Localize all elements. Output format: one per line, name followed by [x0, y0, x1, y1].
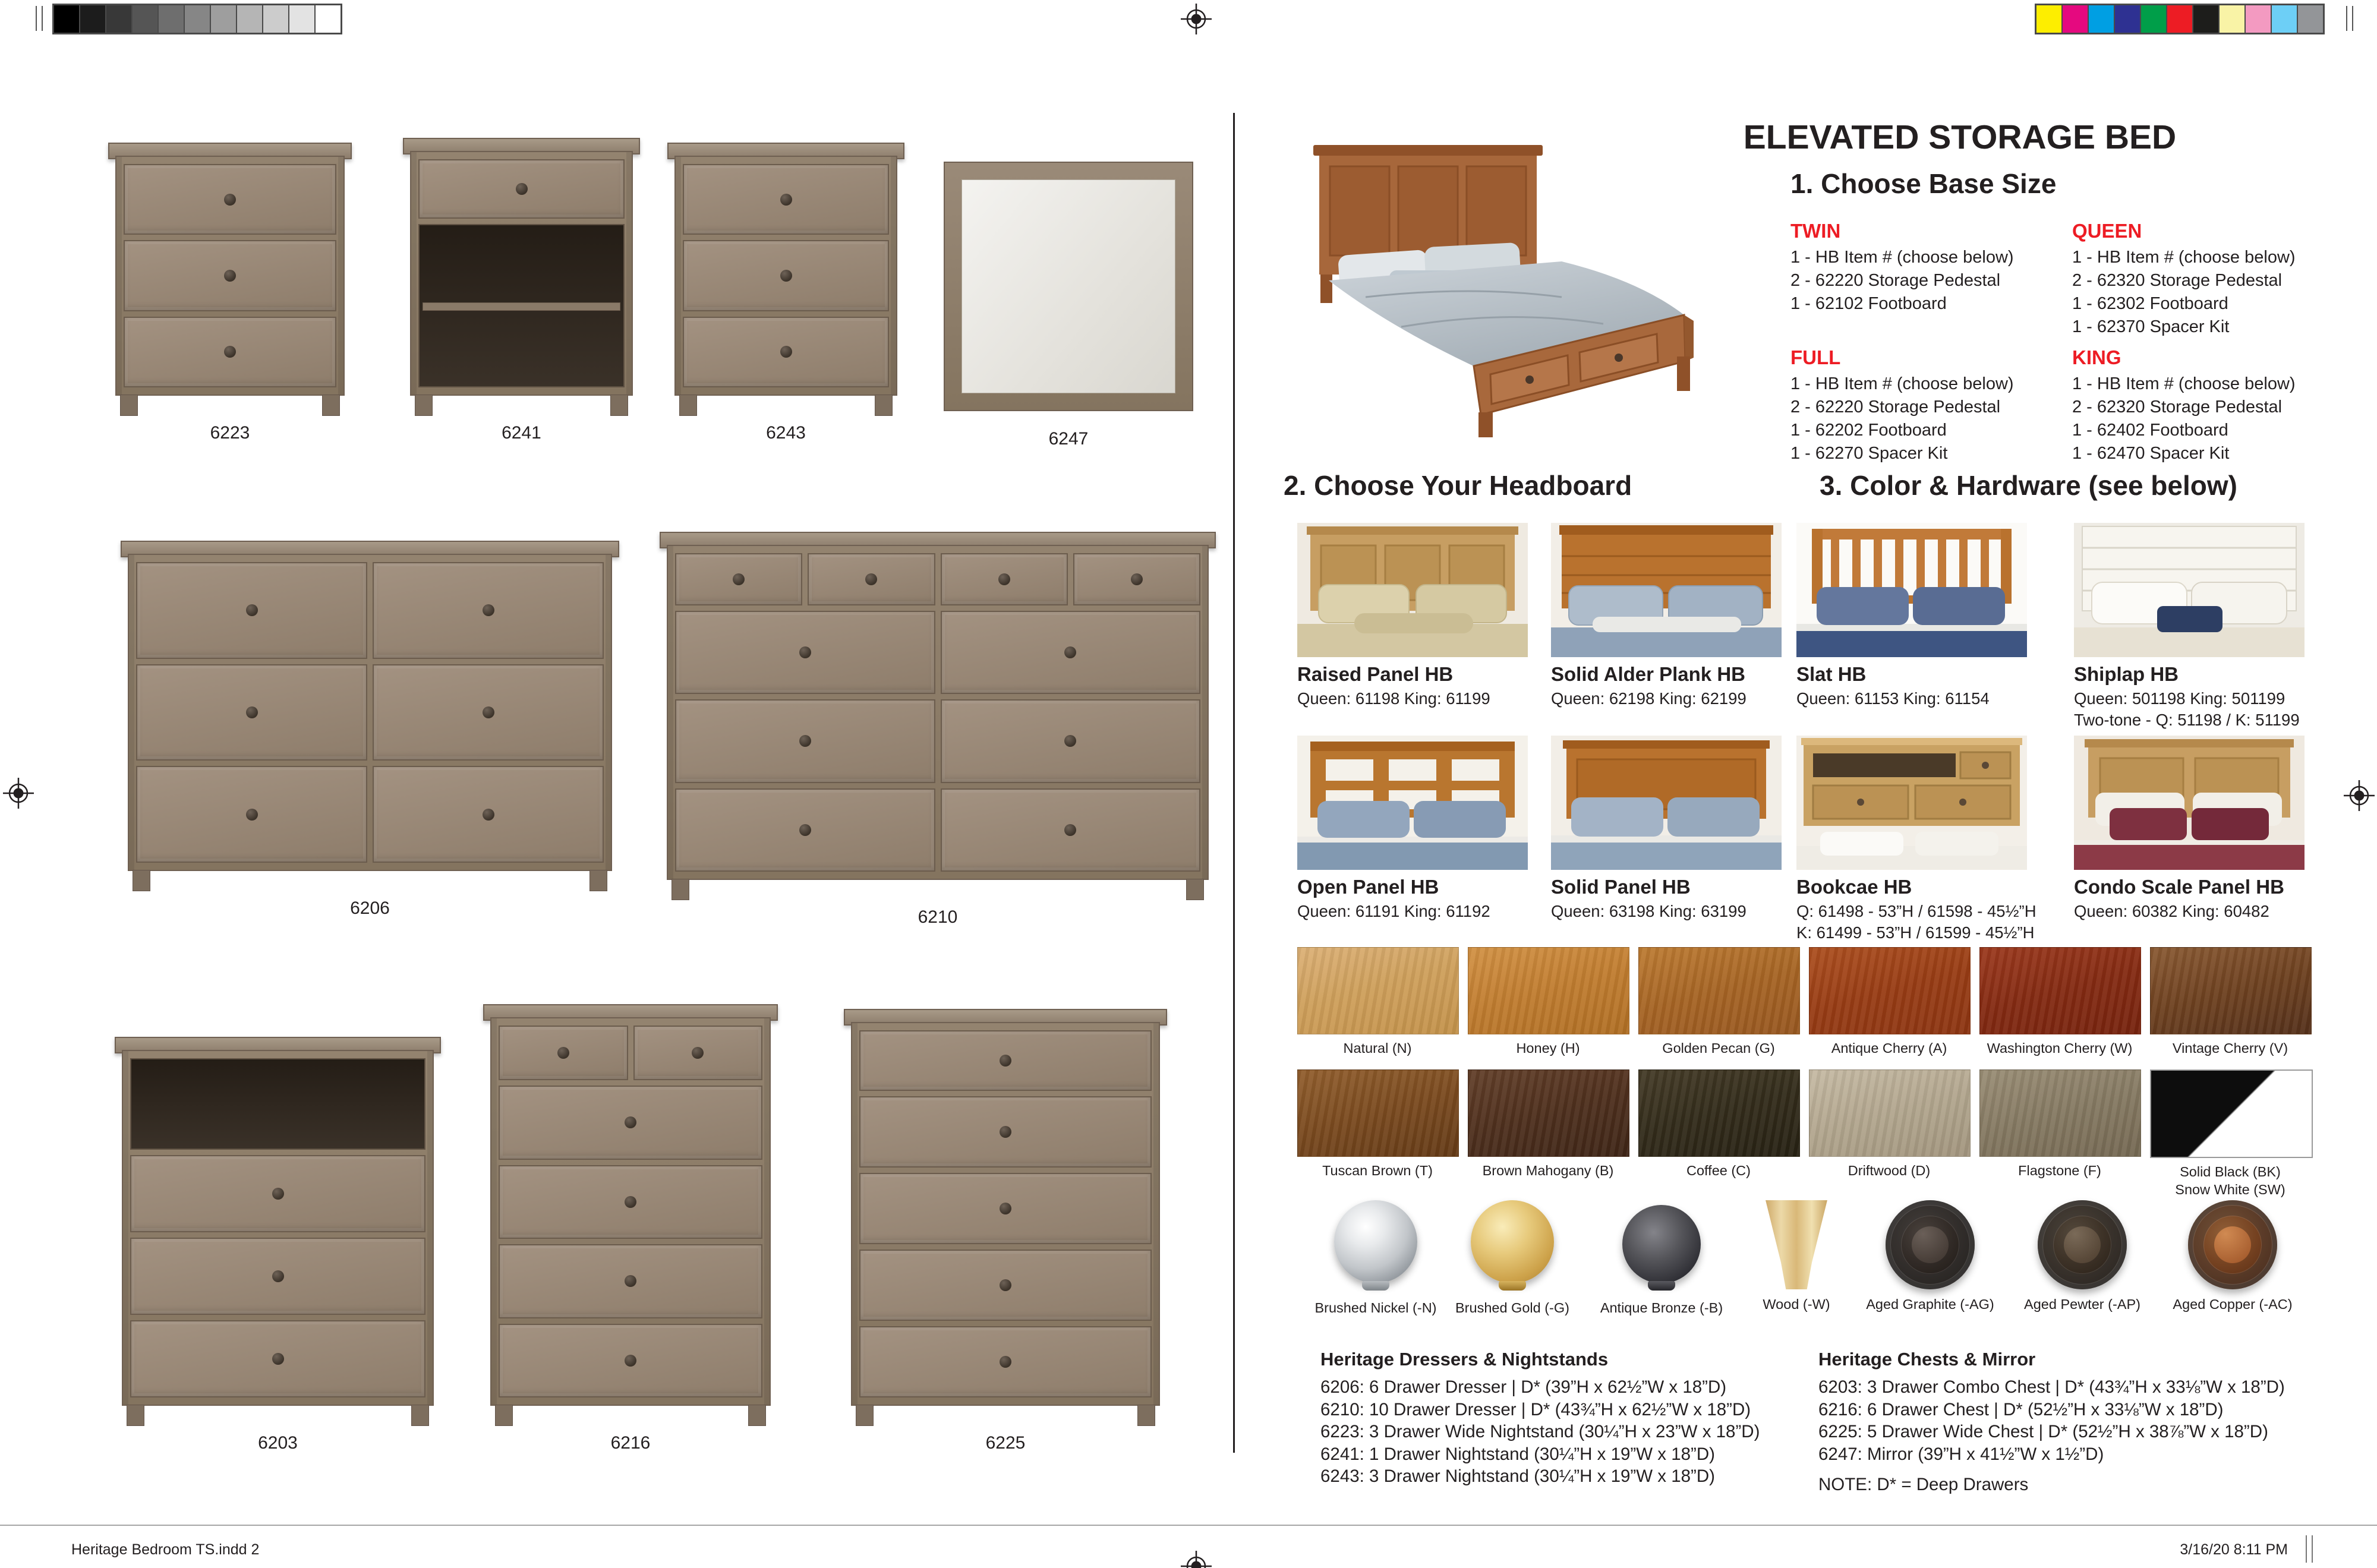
headboard-item-numbers: Queen: 61153 King: 61154: [1796, 689, 1990, 708]
drawer: [499, 1324, 762, 1398]
finish-swatch: [1638, 1069, 1800, 1157]
finish-label: Driftwood (D): [1848, 1163, 1931, 1178]
hardware-brushed-nickel: [1304, 1200, 1447, 1316]
finish-label: Natural (N): [1343, 1040, 1412, 1056]
furniture-leg: [875, 395, 893, 416]
drawer: [136, 664, 367, 761]
list-item: 6243: 3 Drawer Nightstand (30¼”H x 19”W x 18”D): [1320, 1466, 1716, 1486]
drawer: [1073, 553, 1200, 605]
drawer: [675, 611, 935, 694]
knob-photo: [2038, 1200, 2127, 1289]
hardware-brushed-gold: [1441, 1200, 1584, 1316]
headboard-condo-scale-panel: [2074, 736, 2305, 922]
finish-swatch: [1468, 947, 1629, 1034]
drawer: [499, 1244, 762, 1318]
furniture-leg: [415, 395, 433, 416]
finish-driftwood: [1809, 1069, 1969, 1179]
headboard-bookcase: [1796, 736, 2036, 944]
drawer: [808, 553, 935, 605]
hardware-label: Brushed Gold (-G): [1455, 1300, 1569, 1315]
open-compartment: [130, 1058, 425, 1150]
headboard-name: Condo Scale Panel HB: [2074, 876, 2284, 898]
drawer: [859, 1250, 1152, 1321]
crop-mark: [2346, 6, 2347, 31]
headboard-name: Solid Alder Plank HB: [1551, 663, 1746, 685]
size-name: FULL: [1790, 346, 1841, 368]
knob-photo: [1622, 1205, 1701, 1283]
headboard-photo: [2074, 523, 2305, 657]
headboard-name: Slat HB: [1796, 663, 1867, 685]
crop-mark: [2352, 6, 2353, 31]
product-6223-nightstand: [115, 143, 345, 443]
headboard-solid-panel: [1551, 736, 1782, 922]
product-number: 6203: [258, 1433, 298, 1453]
drawer: [859, 1030, 1152, 1091]
hardware-aged-copper: [2161, 1200, 2304, 1313]
chests-mirror-list: [1818, 1349, 2285, 1495]
drawer: [124, 164, 336, 235]
grayscale-calibration-strip: [52, 4, 342, 34]
registration-mark-icon: [1181, 4, 1212, 34]
drawer: [683, 164, 889, 235]
product-number: 6247: [1048, 429, 1089, 449]
headboard-name: Shiplap HB: [2074, 663, 2179, 685]
hardware-label: Wood (-W): [1763, 1296, 1830, 1312]
furniture-body: [115, 156, 345, 396]
finish-swatch: [1638, 947, 1800, 1034]
furniture-leg: [495, 1405, 513, 1426]
size-name: TWIN: [1790, 220, 1841, 242]
drawer: [130, 1155, 425, 1232]
finish-vintage-cherry: [2150, 947, 2310, 1057]
step1-heading: 1. Choose Base Size: [1790, 168, 2057, 199]
finish-swatch: [2150, 947, 2312, 1034]
size-option-queen: QUEEN 1 - HB Item # (choose below) 2 - 62320 Storage Pedestal 1 - 62302 Footboard 1 - 62370 Spacer Kit: [2072, 220, 2351, 339]
finish-label: Vintage Cherry (V): [2172, 1040, 2288, 1056]
finish-label: Washington Cherry (W): [1987, 1040, 2133, 1056]
drawer: [124, 317, 336, 387]
hardware-aged-pewter: [2011, 1200, 2154, 1313]
step3-heading: 3. Color & Hardware (see below): [1820, 470, 2237, 501]
headboard-item-numbers: K: 61499 - 53”H / 61599 - 45½”H: [1796, 923, 2035, 942]
product-6203-combo-chest: [122, 1037, 434, 1453]
drawer: [941, 553, 1068, 605]
finish-swatch: [1979, 1069, 2141, 1157]
drawer: [418, 159, 625, 219]
finish-natural: [1297, 947, 1458, 1057]
furniture-leg: [672, 879, 689, 900]
drawer: [859, 1096, 1152, 1168]
headboard-solid-alder-plank: [1551, 523, 1782, 709]
headboard-open-panel: [1297, 736, 1528, 922]
finish-label: Honey (H): [1516, 1040, 1580, 1056]
product-6206-dresser: [128, 541, 612, 918]
page-title: ELEVATED STORAGE BED: [1743, 118, 2177, 156]
drawer: [683, 240, 889, 311]
headboard-item-numbers: Queen: 60382 King: 60482: [2074, 902, 2269, 920]
drawer: [136, 766, 367, 863]
hardware-wood: [1725, 1200, 1868, 1313]
cmyk-calibration-strip: [2035, 4, 2325, 34]
headboard-item-numbers: Queen: 62198 King: 62199: [1551, 689, 1747, 708]
headboard-photo: [1796, 523, 2027, 657]
furniture-body: [122, 1050, 434, 1406]
mirror-frame: [944, 162, 1193, 411]
finish-golden-pecan: [1638, 947, 1799, 1057]
finish-label: Flagstone (F): [2018, 1163, 2101, 1178]
product-6225-wide-chest: [851, 1009, 1160, 1453]
crop-mark: [36, 6, 37, 31]
furniture-leg: [589, 870, 607, 891]
product-6210-dresser: [667, 532, 1209, 927]
headboard-name: Raised Panel HB: [1297, 663, 1454, 685]
finish-antique-cherry: [1809, 947, 1969, 1057]
crop-mark: [2306, 1535, 2307, 1563]
deep-drawers-note: NOTE: D* = Deep Drawers: [1818, 1475, 2029, 1494]
product-number: 6223: [210, 423, 250, 443]
finish-tuscan-brown: [1297, 1069, 1458, 1179]
list-item: 6203: 3 Drawer Combo Chest | D* (43¾”H x 33⅛”W x 18”D): [1818, 1377, 2285, 1397]
drawer: [941, 699, 1201, 783]
drawer: [633, 1026, 763, 1080]
headboard-photo: [2074, 736, 2305, 870]
list-heading: Heritage Dressers & Nightstands: [1320, 1349, 1609, 1370]
drawer: [373, 562, 604, 659]
knob-photo: [1471, 1200, 1554, 1283]
furniture-leg: [610, 395, 628, 416]
finish-washington-cherry: [1979, 947, 2140, 1057]
registration-mark-icon: [1181, 1551, 1212, 1568]
headboard-item-numbers: Queen: 63198 King: 63199: [1551, 902, 1747, 920]
furniture-body: [128, 554, 612, 871]
furniture-leg: [411, 1405, 429, 1426]
product-number: 6206: [350, 898, 390, 918]
drawer: [499, 1086, 762, 1160]
headboard-raised-panel: [1297, 523, 1528, 709]
furniture-leg: [120, 395, 138, 416]
headboard-photo: [1551, 736, 1782, 870]
headboard-name: Bookcae HB: [1796, 876, 1912, 898]
drawer: [941, 788, 1201, 872]
finish-label: Brown Mahogany (B): [1482, 1163, 1614, 1178]
furniture-leg: [679, 395, 697, 416]
headboard-photo: [1551, 523, 1782, 657]
footer-filename: Heritage Bedroom TS.indd 2: [71, 1541, 260, 1558]
finish-swatch: [1297, 1069, 1459, 1157]
drawer: [859, 1326, 1152, 1397]
finish-swatch: [1979, 947, 2141, 1034]
hardware-label: Aged Graphite (-AG): [1866, 1296, 1994, 1312]
drawer: [499, 1165, 762, 1239]
finish-label: Antique Cherry (A): [1831, 1040, 1947, 1056]
furniture-leg: [1137, 1405, 1155, 1426]
registration-mark-icon: [3, 778, 34, 809]
size-name: KING: [2072, 346, 2121, 368]
hardware-antique-bronze: [1590, 1200, 1733, 1316]
furniture-leg: [133, 870, 150, 891]
finish-swatch: [1297, 947, 1459, 1034]
finish-label: Golden Pecan (G): [1662, 1040, 1775, 1056]
drawer: [675, 553, 802, 605]
headboard-item-numbers: Queen: 61191 King: 61192: [1297, 902, 1490, 920]
dressers-nightstands-list: [1320, 1349, 1760, 1488]
headboard-photo: [1297, 736, 1528, 870]
furniture-body: [667, 545, 1209, 880]
furniture-leg: [748, 1405, 766, 1426]
registration-mark-icon: [2344, 780, 2375, 811]
list-item: 6241: 1 Drawer Nightstand (30¼”H x 19”W x 18”D): [1320, 1444, 1716, 1464]
knob-photo: [1886, 1200, 1975, 1289]
drawer: [675, 788, 935, 872]
crop-mark: [42, 6, 43, 31]
finish-swatch: [1809, 1069, 1971, 1157]
knob-base: [1648, 1281, 1675, 1291]
furniture-leg: [1186, 879, 1204, 900]
knob-photo: [1761, 1200, 1831, 1289]
furniture-leg: [856, 1405, 874, 1426]
product-number: 6216: [610, 1433, 651, 1453]
size-name: QUEEN: [2072, 220, 2142, 242]
finish-coffee: [1638, 1069, 1799, 1179]
headboard-name: Solid Panel HB: [1551, 876, 1691, 898]
headboard-item-numbers: Two-tone - Q: 51198 / K: 51199: [2074, 711, 2300, 729]
finish-flagstone: [1979, 1069, 2140, 1179]
size-option-king: KING 1 - HB Item # (choose below) 2 - 62320 Storage Pedestal 1 - 62402 Footboard 1 - 62470 Spacer Kit: [2072, 346, 2351, 465]
furniture-body: [490, 1017, 771, 1406]
list-item: 6210: 10 Drawer Dresser | D* (43¾”H x 62½”W x 18”D): [1320, 1399, 1751, 1419]
product-number: 6241: [502, 423, 541, 443]
product-6247-mirror: [944, 162, 1193, 449]
furniture-body: [410, 151, 633, 396]
knob-photo: [2188, 1200, 2277, 1289]
product-number: 6210: [918, 907, 958, 927]
furniture-body: [674, 156, 897, 396]
knob-base: [1362, 1281, 1389, 1291]
finish-solid-black-snow-white: [2150, 1069, 2310, 1198]
headboard-slat: [1796, 523, 2027, 709]
hardware-label: Antique Bronze (-B): [1600, 1300, 1723, 1315]
hardware-label: Aged Pewter (-AP): [2024, 1296, 2140, 1312]
product-6216-chest: [490, 1004, 771, 1453]
knob-base: [1499, 1281, 1526, 1291]
headboard-item-numbers: Q: 61498 - 53”H / 61598 - 45½”H: [1796, 902, 2036, 920]
product-number: 6225: [985, 1433, 1026, 1453]
list-item: 6206: 6 Drawer Dresser | D* (39”H x 62½”W x 18”D): [1320, 1377, 1727, 1397]
drawer: [124, 240, 336, 311]
step2-heading: 2. Choose Your Headboard: [1284, 470, 1632, 501]
crop-mark: [2312, 1535, 2313, 1563]
open-shelf: [418, 224, 625, 387]
hardware-aged-graphite: [1859, 1200, 2001, 1313]
product-6241-nightstand: [410, 138, 633, 443]
furniture-leg: [127, 1405, 144, 1426]
drawer: [130, 1320, 425, 1397]
elevated-storage-bed-photo: [1282, 119, 1713, 446]
headboard-photo: [1297, 523, 1528, 657]
drawer: [683, 317, 889, 387]
knob-photo: [1334, 1200, 1417, 1283]
finish-label: Coffee (C): [1686, 1163, 1751, 1178]
list-item: 6216: 6 Drawer Chest | D* (52½”H x 33⅛”W x 18”D): [1818, 1399, 2224, 1419]
headboard-item-numbers: Queen: 501198 King: 501199: [2074, 689, 2285, 708]
headboard-item-numbers: Queen: 61198 King: 61199: [1297, 689, 1490, 708]
headboard-photo: [1796, 736, 2027, 870]
size-option-full: FULL 1 - HB Item # (choose below) 2 - 62220 Storage Pedestal 1 - 62202 Footboard 1 - 62270 Spacer Kit: [1790, 346, 2070, 465]
finish-label: Snow White (SW): [2175, 1182, 2285, 1197]
drawer: [136, 562, 367, 659]
furniture-leg: [322, 395, 340, 416]
footer-rule: [0, 1525, 2377, 1526]
page-divider: [1233, 113, 1235, 1453]
drawer: [675, 699, 935, 783]
list-heading: Heritage Chests & Mirror: [1818, 1349, 2036, 1370]
hardware-label: Brushed Nickel (-N): [1314, 1300, 1437, 1315]
headboard-shiplap: [2074, 523, 2305, 731]
product-number: 6243: [766, 423, 806, 443]
finish-brown-mahogany: [1468, 1069, 1628, 1179]
finish-label: Tuscan Brown (T): [1322, 1163, 1433, 1178]
drawer: [373, 766, 604, 863]
drawer: [499, 1026, 628, 1080]
mirror-glass: [961, 179, 1175, 393]
product-6243-nightstand: [674, 143, 897, 443]
finish-label: Solid Black (BK): [2180, 1164, 2281, 1179]
list-item: 6247: Mirror (39”H x 41½”W x 1½”D): [1818, 1444, 2104, 1464]
headboard-name: Open Panel HB: [1297, 876, 1439, 898]
finish-swatch: [1809, 947, 1971, 1034]
drawer: [373, 664, 604, 761]
finish-swatch: [1468, 1069, 1629, 1157]
finish-honey: [1468, 947, 1628, 1057]
drawer: [941, 611, 1201, 694]
list-item: 6225: 5 Drawer Wide Chest | D* (52½”H x 38⅞”W x 18”D): [1818, 1422, 2268, 1441]
footer-timestamp: 3/16/20 8:11 PM: [2180, 1541, 2288, 1558]
drawer: [130, 1238, 425, 1315]
list-item: 6223: 3 Drawer Wide Nightstand (30¼”H x 23”W x 18”D): [1320, 1422, 1760, 1441]
drawer: [859, 1173, 1152, 1244]
size-option-twin: TWIN 1 - HB Item # (choose below) 2 - 62220 Storage Pedestal 1 - 62102 Footboard: [1790, 220, 2070, 316]
finish-swatch: [2150, 1069, 2313, 1158]
hardware-label: Aged Copper (-AC): [2173, 1296, 2293, 1312]
furniture-body: [851, 1022, 1160, 1406]
